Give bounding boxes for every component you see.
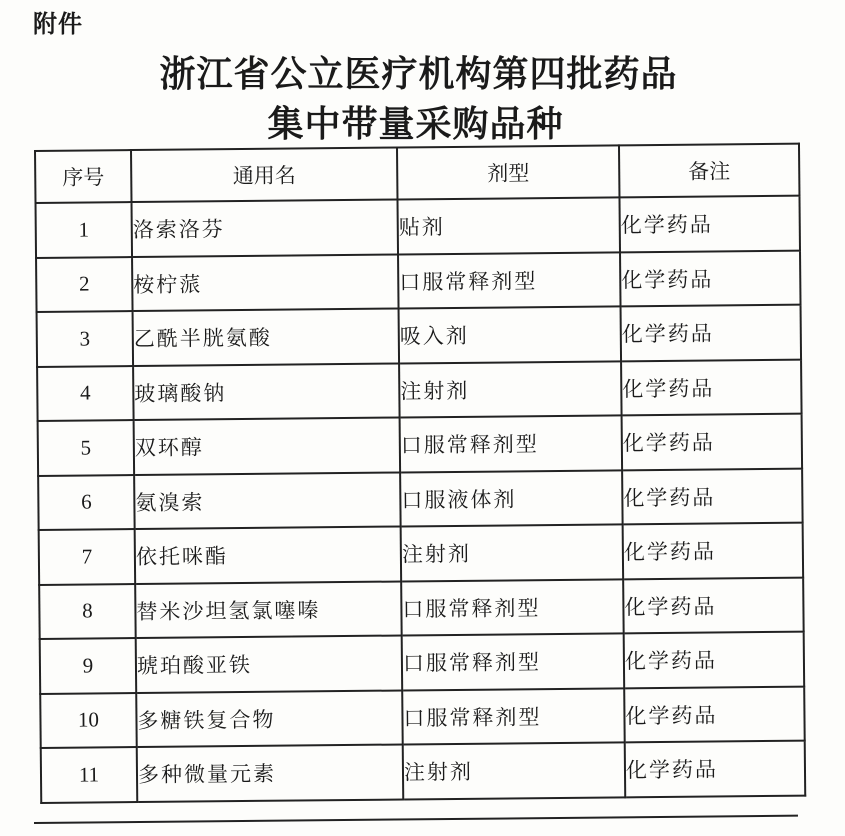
cell-dosage-form: 贴剂 xyxy=(397,197,620,254)
cell-index: 11 xyxy=(41,747,138,802)
cell-generic-name: 替米沙坦氢氯噻嗪 xyxy=(135,581,402,638)
table-continuation-edge xyxy=(34,815,798,836)
cell-dosage-form: 吸入剂 xyxy=(399,306,622,363)
cell-generic-name: 琥珀酸亚铁 xyxy=(136,635,403,692)
cell-index: 1 xyxy=(36,202,133,257)
cell-dosage-form: 口服常释剂型 xyxy=(402,633,625,690)
document-title-line2: 集中带量采购品种 xyxy=(267,103,564,145)
cell-index: 8 xyxy=(39,584,136,639)
cell-remarks: 化学药品 xyxy=(623,523,804,579)
cell-index: 7 xyxy=(39,529,136,584)
cell-generic-name: 玻璃酸钠 xyxy=(133,363,400,420)
cell-remarks: 化学药品 xyxy=(625,741,806,797)
cell-remarks: 化学药品 xyxy=(620,250,801,306)
cell-dosage-form: 口服常释剂型 xyxy=(401,579,624,636)
cell-generic-name: 依托咪酯 xyxy=(135,526,402,583)
cell-index: 9 xyxy=(40,638,137,693)
header-generic-name: 通用名 xyxy=(131,148,397,203)
cell-dosage-form: 口服常释剂型 xyxy=(402,688,625,745)
cell-index: 5 xyxy=(38,420,135,475)
table-row xyxy=(40,632,804,694)
cell-remarks: 化学药品 xyxy=(624,632,805,688)
cell-remarks: 化学药品 xyxy=(624,686,805,742)
cell-index: 10 xyxy=(40,693,137,748)
cell-index: 3 xyxy=(37,311,134,366)
cell-generic-name: 氨溴索 xyxy=(134,472,401,529)
cell-generic-name: 多糖铁复合物 xyxy=(136,690,403,747)
document-title-line1: 浙江省公立医疗机构第四批药品 xyxy=(159,53,678,95)
table-row xyxy=(38,468,802,530)
table-row xyxy=(39,523,803,585)
table-row xyxy=(38,414,802,476)
cell-dosage-form: 口服液体剂 xyxy=(400,470,623,527)
cell-generic-name: 乙酰半胱氨酸 xyxy=(133,309,400,366)
table-row xyxy=(37,359,801,421)
cell-dosage-form: 口服常释剂型 xyxy=(400,415,623,472)
header-dosage-form: 剂型 xyxy=(397,145,619,199)
cell-remarks: 化学药品 xyxy=(621,305,802,361)
cell-generic-name: 桉柠蒎 xyxy=(132,254,399,311)
cell-dosage-form: 口服常释剂型 xyxy=(398,252,621,309)
table-row xyxy=(41,741,805,803)
cell-dosage-form: 注射剂 xyxy=(401,524,624,581)
table-row xyxy=(40,686,804,748)
drug-list-table xyxy=(34,143,806,804)
cell-index: 4 xyxy=(37,366,134,421)
table-row xyxy=(37,305,801,367)
table-row xyxy=(36,196,800,258)
attachment-label: 附件 xyxy=(33,10,83,38)
cell-generic-name: 多种微量元素 xyxy=(137,744,404,801)
cell-remarks: 化学药品 xyxy=(623,577,804,633)
cell-remarks: 化学药品 xyxy=(622,468,803,524)
header-remarks: 备注 xyxy=(619,144,799,198)
cell-index: 2 xyxy=(36,257,133,312)
cell-index: 6 xyxy=(38,475,135,530)
header-index: 序号 xyxy=(35,150,131,203)
cell-generic-name: 双环醇 xyxy=(134,418,401,475)
cell-remarks: 化学药品 xyxy=(619,196,800,252)
cell-dosage-form: 注射剂 xyxy=(403,742,626,799)
cell-generic-name: 洛索洛芬 xyxy=(132,200,399,257)
table-row xyxy=(39,577,803,639)
table-header-row xyxy=(35,144,799,203)
table-row xyxy=(36,250,800,312)
cell-remarks: 化学药品 xyxy=(621,359,802,415)
cell-remarks: 化学药品 xyxy=(622,414,803,470)
cell-dosage-form: 注射剂 xyxy=(399,361,622,418)
